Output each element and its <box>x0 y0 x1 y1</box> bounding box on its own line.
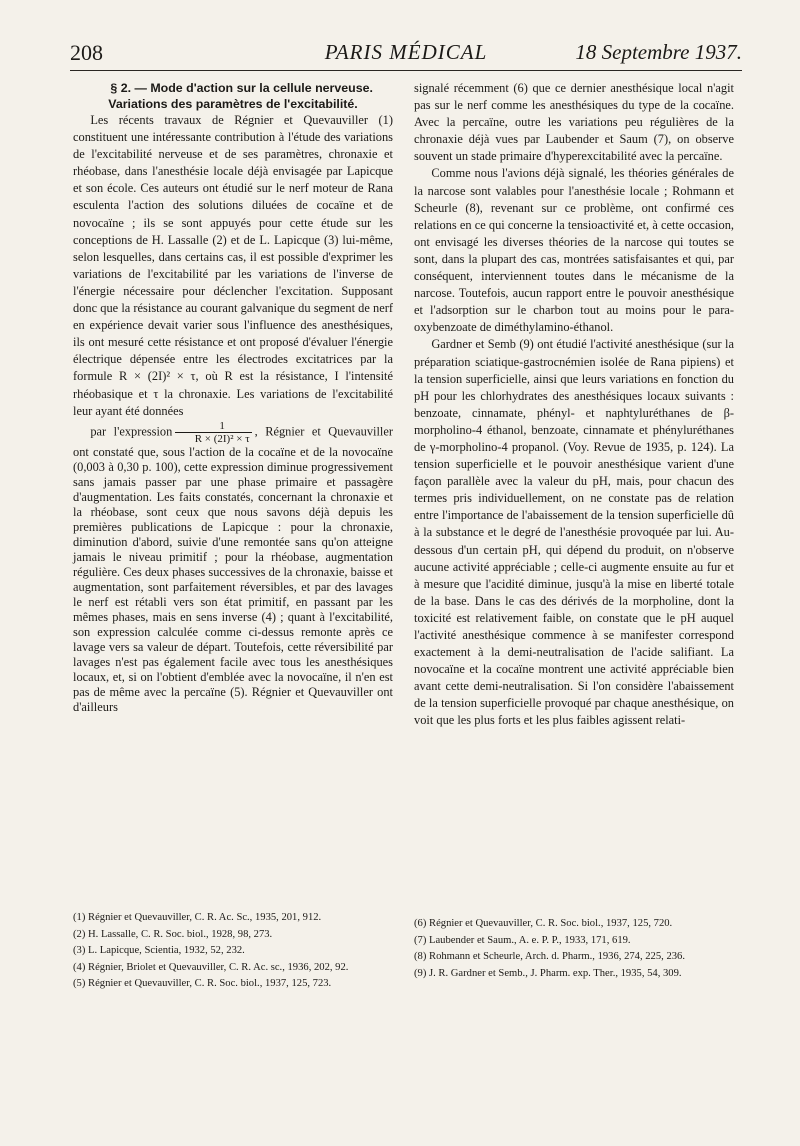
paragraph-regnier-quevauviller: Les récents travaux de Régnier et Quevauviller (1) constituent une intéressante contribution à l'étude des variations de l'excitabilité nerveuse et de ses paramètres, chronaxie et rhéobase, dans l'anesthésie locale déjà envisagée par Lapicque et son école. Ces auteurs ont étudié sur le nerf moteur de Rana esculenta l'action des solutions diluées de cocaïne et de novocaïne ; ils se sont appuyés pour cette étude sur les conceptions de H. Lassalle (2) et de L. Lapicque (3) lui-même, selon lesquelles, dans certains cas, il est possible d'exprimer les variations de l'excitabilité par les variations de l'inverse de l'énergie nécessaire pour déclencher l'excitation. Supposant donc que la résistance au courant galvanique du segment de nerf en expérience devait varier sous l'influence des anesthésiques, ils ont mesuré cette résistance et ont proposé d'évaluer l'énergie électrique dépensée entre les électrodes excitatrices par la formule R × (2I)² × τ, où R est la résistance, I l'intensité rhéobasique et τ la chronaxie. Les variations de l'excitabilité leur ayant été données <box>73 113 393 418</box>
footnote: (1) Régnier et Quevauviller, C. R. Ac. Sc., 1935, 201, 912. <box>73 912 322 923</box>
footnote: (6) Régnier et Quevauviller, C. R. Soc. biol., 1937, 125, 720. <box>414 918 673 929</box>
fraction-denominator: R × (2I)² × τ <box>194 432 250 445</box>
left-column <box>73 80 393 715</box>
footnote: (8) Rohmann et Scheurle, Arch. d. Pharm., 1936, 274, 225, 236. <box>414 951 685 963</box>
formula-continuation: , Régnier et Quevauviller ont constaté que, sous l'action de la cocaïne et de la novocaïne (0,003 à 0,30 p. 100), cette expression diminue progressivement sans jamais passer par une phase primaire et passagère d'augmentation. Les faits constatés, concernant la chronaxie et la rhéobase, sont ceux que nous savons déjà depuis les premières publications de Lapicque : pour la chronaxie, diminution d'abord, suivie d'une remontée sans qu'on atteigne jamais le niveau primitif ; pour la rhéobase, augmentation régulière. Ces deux phases successives de la chronaxie, baisse et augmentation, sont parfaitement réversibles, et par des lavages le nerf est rétabli vers son état primitif, en passant par les mêmes phases, mais en sens inverse (4) ; quant à l'excitabilité, son expression calculée comme ci-dessus remonte après ce lavage vers sa valeur de départ. Toutefois, cette réversibilité par lavages n'est pas également facile avec tous les anesthésiques locaux, et, si on l'obtient d'emblée avec la novocaïne, il n'en est pas de même avec la percaïne (5). Régnier et Quevauviller ont d'ailleurs <box>73 424 393 714</box>
paragraph-gardner-semb: Gardner et Semb (9) ont étudié l'activité anesthésique (sur la préparation sciatique-gastrocnémien isolée de Rana pipiens) et la tension superficielle, ainsi que leurs variations en fonction du pH pour les chlorhydrates des anesthésiques locaux suivants : benzoate, cinnamate, phényl- et naphtyluréthanes de β-morpholino-4 éthanol, benzoate, cinnamate et phényluréthanes de γ-morpholino-4 propanol. (Voy. Revue de 1935, p. 124). La tension superficielle et le pouvoir anesthésique varient d'une façon parallèle avec la valeur du pH, mais, pour chacun des termes pris individuellement, on ne constate pas de relation entre l'importance de l'abaissement de la tension superficielle dû à la substance et le degré de l'anesthésie provoquée par lui. Au-dessous d'un certain pH, qui dépend du produit, on n'observe aucune activité appréciable ; celle-ci augmente ensuite au fur et à mesure que l'acidité diminue, jusqu'à la mise en liberté totale de la base. Dans le cas des dérivés de la morpholine, dont la toxicité est relativement faible, on constate que le pH auquel l'activité anesthésique commence à se manifester correspond exactement à la demi-neutralisation de l'acide salifiant. La novocaïne et la cocaïne montrent une activité appréciable bien avant cette demi-neutralisation. Si l'on considère l'abaissement de la tension superficielle provoqué par chaque anesthésique, on voit que les plus forts et les plus faibles agissent relati- <box>414 337 734 728</box>
right-column <box>414 80 734 730</box>
footnote: (7) Laubender et Saum., A. e. P. P., 1933, 171, 619. <box>414 934 631 946</box>
formula-prefix: par l'expression <box>90 424 173 439</box>
footnotes-left <box>73 910 393 993</box>
footnote: (3) L. Lapicque, Scientia, 1932, 52, 232. <box>73 945 245 957</box>
paragraph-percaine: signalé récemment (6) que ce dernier anesthésique local n'agit pas sur le nerf comme les anesthésiques du type de la cocaïne. Avec la percaïne, outre les variations peu régulières de la chronaxie déjà vues par Laubender et Saum (7), on observe souvent un stade primaire d'hyperexcitabilité avec la percaïne. <box>414 81 734 164</box>
fraction-numerator: 1 <box>175 420 251 433</box>
journal-title: PARIS MÉDICAL <box>324 40 488 64</box>
page-header <box>70 38 742 71</box>
footnote: (5) Régnier et Quevauviller, C. R. Soc. biol., 1937, 125, 723. <box>73 978 332 990</box>
formula-paragraph <box>73 420 393 715</box>
footnote: (2) H. Lassalle, C. R. Soc. biol., 1928, 98, 273. <box>73 928 273 940</box>
section-title: § 2. — Mode d'action sur la cellule nerveuse. Variations des paramètres de l'excitabilité. <box>108 81 373 111</box>
footnote: (4) Régnier, Briolet et Quevauviller, C. R. Ac. sc., 1936, 202, 92. <box>73 961 349 973</box>
footnotes-right <box>414 916 734 982</box>
page-number: 208 <box>70 40 103 65</box>
excitability-fraction <box>175 420 251 445</box>
paragraph-narcose: Comme nous l'avions déjà signalé, les théories générales de la narcose sont valables pour l'anesthésie locale ; Rohmann et Scheurle (8), revenant sur ce problème, ont confirmé ces relations en ce qui concerne la tensioactivité et, à cette occasion, ont envisagé les diverses théories de la narcose qui toutes se sont, dans la plupart des cas, montrées satisfaisantes et qui, par conséquent, interviennent toutes dans le mécanisme de la narcose. Toutefois, aucun rapport entre le pouvoir anesthésique et l'adsorption sur le charbon tout au moins pour le para-oxybenzoate de diméthylamino-éthanol. <box>414 166 734 335</box>
footnote: (9) J. R. Gardner et Semb., J. Pharm. exp. Ther., 1935, 54, 309. <box>414 967 682 979</box>
issue-date: 18 Septembre 1937. <box>575 40 742 64</box>
